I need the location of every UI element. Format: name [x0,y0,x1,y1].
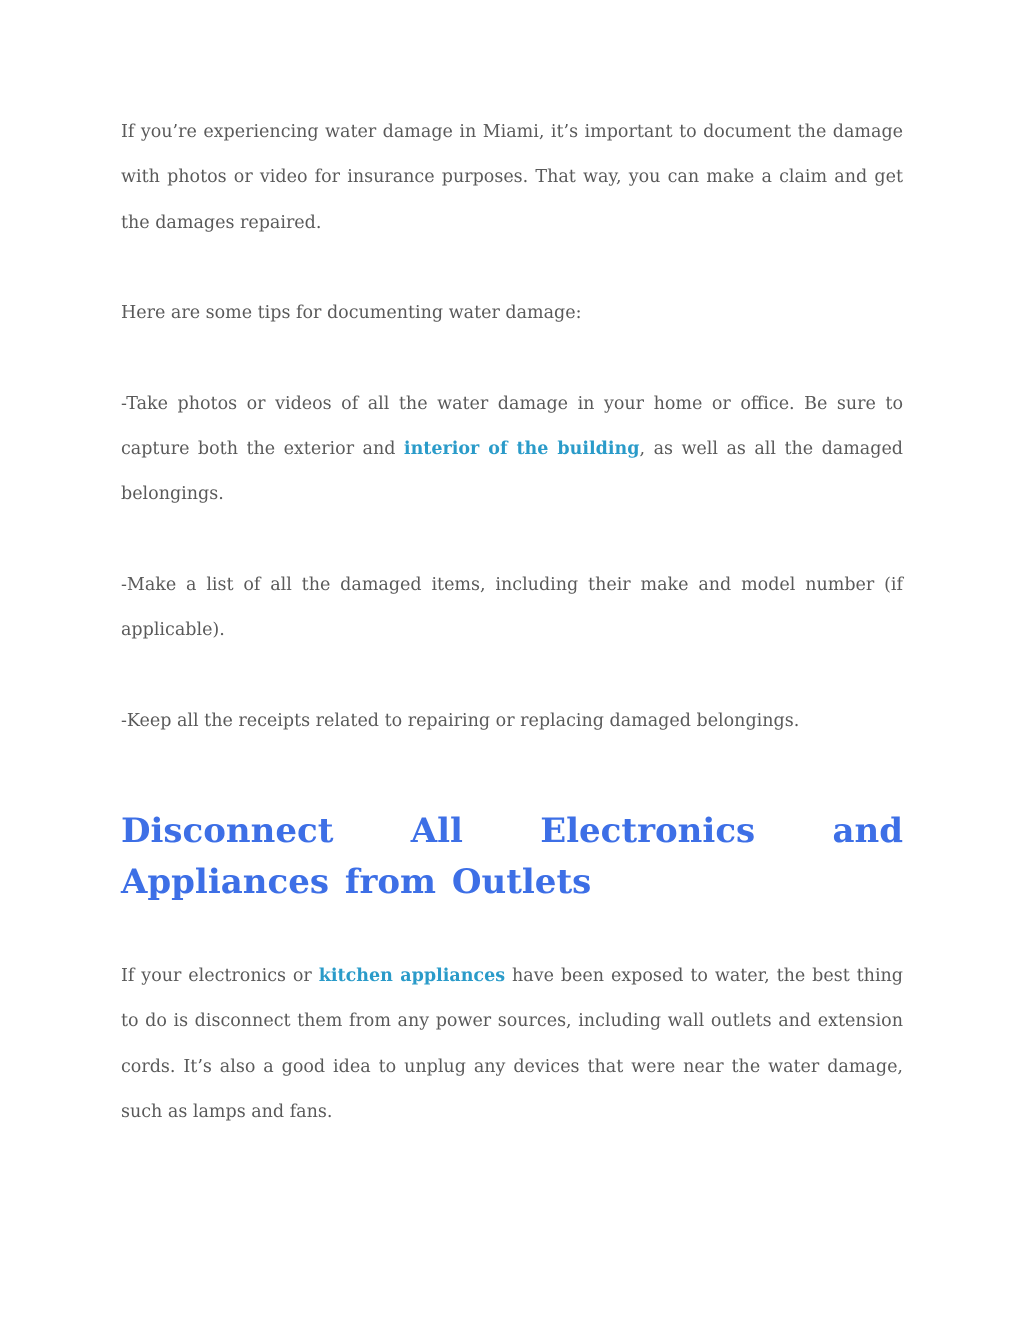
tip-photos-text-end: , as well as all the damaged belongings. [121,439,903,505]
tip-receipts-paragraph: -Keep all the receipts related to repairing or replacing damaged belongings. [121,710,800,731]
tips-intro-paragraph: Here are some tips for documenting water damage: [121,303,582,324]
paragraph-spacer [121,336,903,381]
tip-list-paragraph: -Make a list of all the damaged items, including their make and model number (if applicable). [121,574,903,641]
tip-photos-paragraph [121,382,903,518]
paragraph-spacer [121,518,903,563]
interior-of-building-link[interactable]: interior of the building [403,439,640,460]
disconnect-text-start: If your electronics or [121,966,319,987]
disconnect-text-end: have been exposed to water, the best thing to do is disconnect them from any power sources, including wall outlets and extension cords. It’s also a good idea to unplug any devices that were near the water damage, such as lamps and fans. [121,966,904,1123]
kitchen-appliances-link[interactable]: kitchen appliances [318,966,506,987]
paragraph-spacer [121,246,903,291]
heading-spacer [121,744,903,806]
paragraph-spacer [121,654,903,699]
document-page [121,110,903,1135]
heading-spacer [121,908,903,954]
intro-paragraph: If you’re experiencing water damage in Miami, it’s important to document the damage with photos or video for insurance purposes. That way, you can make a claim and get the damages repaired. [121,122,903,233]
section-heading: Disconnect All Electronics and Appliances from Outlets [121,811,903,903]
tip-photos-text-start: -Take photos or videos of all the water damage in your home or office. Be sure to capture both the exterior and [121,393,903,460]
disconnect-paragraph [121,954,903,1135]
